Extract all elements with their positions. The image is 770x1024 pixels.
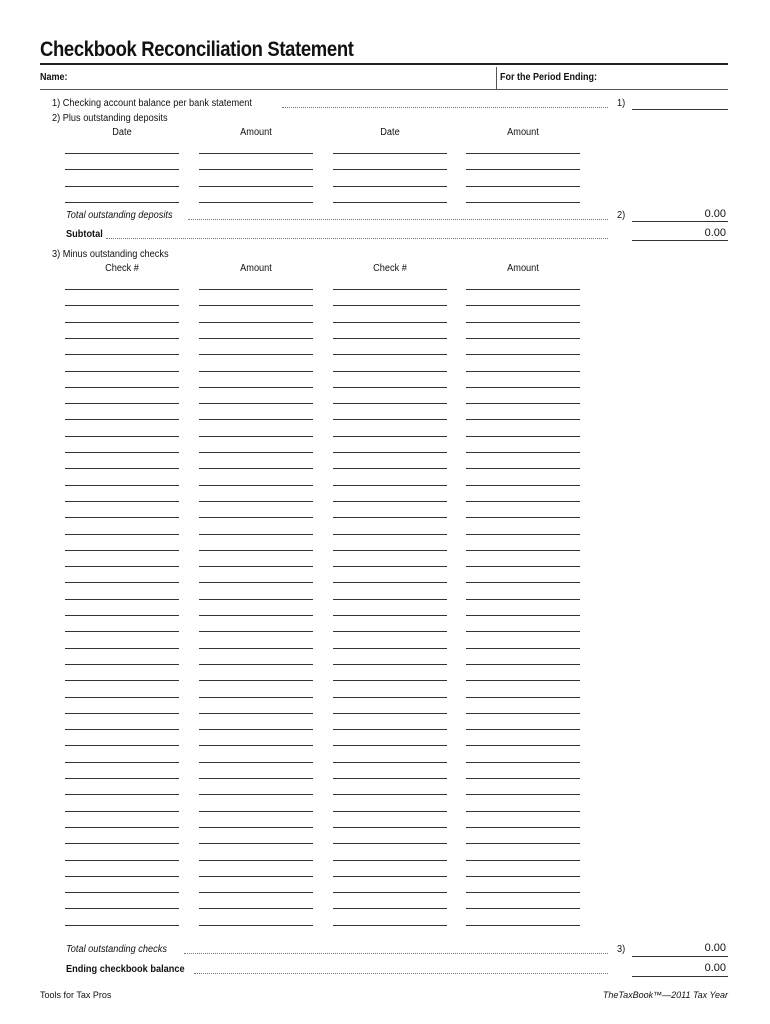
check-col-header: Amount <box>507 263 539 274</box>
total-checks-value[interactable]: 0.00 <box>704 942 726 954</box>
check-entry-line[interactable] <box>466 762 580 763</box>
subtotal-answer-line <box>632 240 728 241</box>
check-entry-line[interactable] <box>333 338 447 339</box>
check-entry-line[interactable] <box>333 501 447 502</box>
check-entry-line[interactable] <box>466 534 580 535</box>
check-entry-line[interactable] <box>333 860 447 861</box>
check-entry-line[interactable] <box>65 419 179 420</box>
check-entry-line[interactable] <box>199 843 313 844</box>
check-entry-line[interactable] <box>199 354 313 355</box>
check-entry-line[interactable] <box>466 811 580 812</box>
deposit-entry-line[interactable] <box>333 202 447 203</box>
check-entry-line[interactable] <box>333 289 447 290</box>
check-entry-line[interactable] <box>466 599 580 600</box>
subtotal-leader <box>106 238 608 239</box>
check-col-header: Amount <box>240 263 272 274</box>
check-entry-line[interactable] <box>333 827 447 828</box>
check-entry-line[interactable] <box>199 713 313 714</box>
check-entry-line[interactable] <box>333 599 447 600</box>
footer-right: TheTaxBook™—2011 Tax Year <box>602 990 728 1000</box>
check-entry-line[interactable] <box>466 664 580 665</box>
check-entry-line[interactable] <box>466 338 580 339</box>
check-entry-line[interactable] <box>199 876 313 877</box>
check-entry-line[interactable] <box>65 582 179 583</box>
check-entry-line[interactable] <box>199 827 313 828</box>
check-entry-line[interactable] <box>199 811 313 812</box>
deposit-entry-line[interactable] <box>199 186 313 187</box>
check-entry-line[interactable] <box>466 925 580 926</box>
check-entry-line[interactable] <box>333 534 447 535</box>
check-entry-line[interactable] <box>65 354 179 355</box>
deposit-entry-line[interactable] <box>199 202 313 203</box>
check-entry-line[interactable] <box>466 436 580 437</box>
check-entry-line[interactable] <box>199 860 313 861</box>
check-entry-line[interactable] <box>466 713 580 714</box>
check-entry-line[interactable] <box>333 892 447 893</box>
check-entry-line[interactable] <box>199 729 313 730</box>
check-entry-line[interactable] <box>466 908 580 909</box>
check-entry-line[interactable] <box>466 387 580 388</box>
total-checks-ref: 3) <box>617 944 626 955</box>
check-entry-line[interactable] <box>65 305 179 306</box>
check-entry-line[interactable] <box>65 517 179 518</box>
check-entry-line[interactable] <box>466 876 580 877</box>
total-deposits-leader <box>188 219 608 220</box>
ending-balance-value[interactable]: 0.00 <box>704 962 726 974</box>
check-entry-line[interactable] <box>65 664 179 665</box>
check-entry-line[interactable] <box>65 827 179 828</box>
check-entry-line[interactable] <box>65 338 179 339</box>
check-entry-line[interactable] <box>199 680 313 681</box>
check-entry-line[interactable] <box>199 745 313 746</box>
check-entry-line[interactable] <box>466 550 580 551</box>
check-entry-line[interactable] <box>333 811 447 812</box>
check-entry-line[interactable] <box>466 403 580 404</box>
total-deposits-value[interactable]: 0.00 <box>704 208 726 220</box>
check-entry-line[interactable] <box>65 501 179 502</box>
check-entry-line[interactable] <box>333 697 447 698</box>
check-entry-line[interactable] <box>333 305 447 306</box>
check-entry-line[interactable] <box>466 843 580 844</box>
name-label: Name: <box>40 72 68 83</box>
check-entry-line[interactable] <box>466 582 580 583</box>
check-entry-line[interactable] <box>65 892 179 893</box>
check-entry-line[interactable] <box>333 566 447 567</box>
check-entry-line[interactable] <box>333 680 447 681</box>
check-entry-line[interactable] <box>333 713 447 714</box>
total-deposits-label: Total outstanding deposits <box>66 210 173 221</box>
deposit-entry-line[interactable] <box>466 202 580 203</box>
deposit-entry-line[interactable] <box>466 169 580 170</box>
check-entry-line[interactable] <box>333 517 447 518</box>
check-entry-line[interactable] <box>199 697 313 698</box>
check-entry-line[interactable] <box>333 648 447 649</box>
check-entry-line[interactable] <box>333 354 447 355</box>
check-entry-line[interactable] <box>199 403 313 404</box>
check-entry-line[interactable] <box>466 517 580 518</box>
check-entry-line[interactable] <box>333 371 447 372</box>
check-entry-line[interactable] <box>199 615 313 616</box>
check-entry-line[interactable] <box>65 615 179 616</box>
check-entry-line[interactable] <box>333 631 447 632</box>
check-entry-line[interactable] <box>466 860 580 861</box>
check-entry-line[interactable] <box>199 387 313 388</box>
check-entry-line[interactable] <box>65 550 179 551</box>
deposit-entry-line[interactable] <box>65 153 179 154</box>
deposit-entry-line[interactable] <box>199 153 313 154</box>
line2-label: 2) Plus outstanding deposits <box>52 113 168 124</box>
check-entry-line[interactable] <box>333 452 447 453</box>
header-divider <box>496 67 497 89</box>
check-entry-line[interactable] <box>333 582 447 583</box>
check-entry-line[interactable] <box>65 452 179 453</box>
footer-left: Tools for Tax Pros <box>40 990 112 1000</box>
deposit-col-header: Date <box>380 127 400 138</box>
line1-label: 1) Checking account balance per bank statement <box>52 98 252 109</box>
check-entry-line[interactable] <box>466 566 580 567</box>
check-entry-line[interactable] <box>199 436 313 437</box>
check-entry-line[interactable] <box>199 582 313 583</box>
check-entry-line[interactable] <box>65 648 179 649</box>
check-entry-line[interactable] <box>199 664 313 665</box>
check-entry-line[interactable] <box>466 631 580 632</box>
deposit-entry-line[interactable] <box>199 169 313 170</box>
check-entry-line[interactable] <box>466 615 580 616</box>
check-entry-line[interactable] <box>466 354 580 355</box>
check-entry-line[interactable] <box>65 762 179 763</box>
check-entry-line[interactable] <box>199 371 313 372</box>
check-entry-line[interactable] <box>466 419 580 420</box>
check-entry-line[interactable] <box>333 745 447 746</box>
check-entry-line[interactable] <box>65 468 179 469</box>
check-entry-line[interactable] <box>199 566 313 567</box>
period-ending-field[interactable] <box>610 68 728 88</box>
check-entry-line[interactable] <box>333 615 447 616</box>
check-entry-line[interactable] <box>466 371 580 372</box>
check-entry-line[interactable] <box>199 289 313 290</box>
check-entry-line[interactable] <box>333 794 447 795</box>
check-entry-line[interactable] <box>199 338 313 339</box>
check-entry-line[interactable] <box>65 794 179 795</box>
check-entry-line[interactable] <box>333 876 447 877</box>
title-rule <box>40 63 728 65</box>
check-entry-line[interactable] <box>65 925 179 926</box>
check-entry-line[interactable] <box>199 485 313 486</box>
deposit-entry-line[interactable] <box>65 202 179 203</box>
ending-balance-label: Ending checkbook balance <box>66 964 185 975</box>
check-entry-line[interactable] <box>466 794 580 795</box>
check-entry-line[interactable] <box>199 908 313 909</box>
check-entry-line[interactable] <box>65 729 179 730</box>
line1-leader <box>282 107 608 108</box>
deposit-entry-line[interactable] <box>333 186 447 187</box>
line1-answer-line <box>632 109 728 110</box>
check-entry-line[interactable] <box>199 925 313 926</box>
check-entry-line[interactable] <box>333 436 447 437</box>
ending-balance-answer-line <box>632 976 728 977</box>
check-entry-line[interactable] <box>466 289 580 290</box>
deposit-col-header: Date <box>112 127 132 138</box>
check-entry-line[interactable] <box>466 827 580 828</box>
check-entry-line[interactable] <box>199 550 313 551</box>
check-entry-line[interactable] <box>65 371 179 372</box>
check-col-header: Check # <box>105 263 139 274</box>
check-entry-line[interactable] <box>466 729 580 730</box>
check-entry-line[interactable] <box>199 468 313 469</box>
check-entry-line[interactable] <box>65 436 179 437</box>
check-entry-line[interactable] <box>466 680 580 681</box>
check-entry-line[interactable] <box>65 778 179 779</box>
check-entry-line[interactable] <box>333 762 447 763</box>
check-entry-line[interactable] <box>333 843 447 844</box>
deposit-entry-line[interactable] <box>466 186 580 187</box>
check-entry-line[interactable] <box>65 908 179 909</box>
check-entry-line[interactable] <box>466 322 580 323</box>
page-title: Checkbook Reconciliation Statement <box>40 38 354 61</box>
check-entry-line[interactable] <box>333 664 447 665</box>
check-entry-line[interactable] <box>333 468 447 469</box>
check-entry-line[interactable] <box>199 599 313 600</box>
check-entry-line[interactable] <box>466 892 580 893</box>
total-deposits-answer-line <box>632 221 728 222</box>
check-entry-line[interactable] <box>199 892 313 893</box>
check-entry-line[interactable] <box>199 794 313 795</box>
total-deposits-ref: 2) <box>617 210 626 221</box>
check-entry-line[interactable] <box>333 485 447 486</box>
check-entry-line[interactable] <box>65 289 179 290</box>
check-entry-line[interactable] <box>466 501 580 502</box>
check-entry-line[interactable] <box>65 387 179 388</box>
line1-ref: 1) <box>617 98 626 109</box>
total-checks-leader <box>184 953 608 954</box>
check-entry-line[interactable] <box>199 322 313 323</box>
check-entry-line[interactable] <box>333 778 447 779</box>
check-entry-line[interactable] <box>65 631 179 632</box>
subtotal-value[interactable]: 0.00 <box>704 227 726 239</box>
check-entry-line[interactable] <box>199 305 313 306</box>
check-entry-line[interactable] <box>65 485 179 486</box>
check-entry-line[interactable] <box>466 485 580 486</box>
check-entry-line[interactable] <box>65 322 179 323</box>
check-entry-line[interactable] <box>199 501 313 502</box>
check-entry-line[interactable] <box>199 648 313 649</box>
deposit-entry-line[interactable] <box>466 153 580 154</box>
check-entry-line[interactable] <box>466 452 580 453</box>
check-entry-line[interactable] <box>65 876 179 877</box>
deposit-entry-line[interactable] <box>65 186 179 187</box>
check-entry-line[interactable] <box>466 648 580 649</box>
check-entry-line[interactable] <box>65 860 179 861</box>
check-entry-line[interactable] <box>199 631 313 632</box>
check-entry-line[interactable] <box>199 517 313 518</box>
check-entry-line[interactable] <box>65 599 179 600</box>
check-entry-line[interactable] <box>466 697 580 698</box>
ending-balance-leader <box>194 973 608 974</box>
name-field[interactable] <box>78 68 492 88</box>
check-entry-line[interactable] <box>199 762 313 763</box>
check-entry-line[interactable] <box>333 550 447 551</box>
total-checks-label: Total outstanding checks <box>66 944 167 955</box>
check-entry-line[interactable] <box>65 713 179 714</box>
period-ending-label: For the Period Ending: <box>500 72 598 83</box>
check-entry-line[interactable] <box>199 778 313 779</box>
check-entry-line[interactable] <box>333 403 447 404</box>
check-entry-line[interactable] <box>333 322 447 323</box>
deposit-col-header: Amount <box>507 127 539 138</box>
check-entry-line[interactable] <box>466 745 580 746</box>
check-col-header: Check # <box>373 263 407 274</box>
subtotal-label: Subtotal <box>66 229 103 240</box>
total-checks-answer-line <box>632 956 728 957</box>
check-entry-line[interactable] <box>65 566 179 567</box>
check-entry-line[interactable] <box>333 908 447 909</box>
check-entry-line[interactable] <box>199 534 313 535</box>
check-entry-line[interactable] <box>333 387 447 388</box>
deposit-col-header: Amount <box>240 127 272 138</box>
deposit-entry-line[interactable] <box>333 169 447 170</box>
header-bottom-rule <box>40 89 728 90</box>
check-entry-line[interactable] <box>65 843 179 844</box>
check-entry-line[interactable] <box>199 452 313 453</box>
check-entry-line[interactable] <box>333 925 447 926</box>
check-entry-line[interactable] <box>65 811 179 812</box>
check-entry-line[interactable] <box>65 534 179 535</box>
check-entry-line[interactable] <box>65 745 179 746</box>
check-entry-line[interactable] <box>466 778 580 779</box>
check-entry-line[interactable] <box>466 305 580 306</box>
check-entry-line[interactable] <box>65 680 179 681</box>
deposit-entry-line[interactable] <box>333 153 447 154</box>
check-entry-line[interactable] <box>333 729 447 730</box>
check-entry-line[interactable] <box>65 403 179 404</box>
check-entry-line[interactable] <box>466 468 580 469</box>
check-entry-line[interactable] <box>333 419 447 420</box>
deposit-entry-line[interactable] <box>65 169 179 170</box>
line3-label: 3) Minus outstanding checks <box>52 249 169 260</box>
check-entry-line[interactable] <box>199 419 313 420</box>
check-entry-line[interactable] <box>65 697 179 698</box>
